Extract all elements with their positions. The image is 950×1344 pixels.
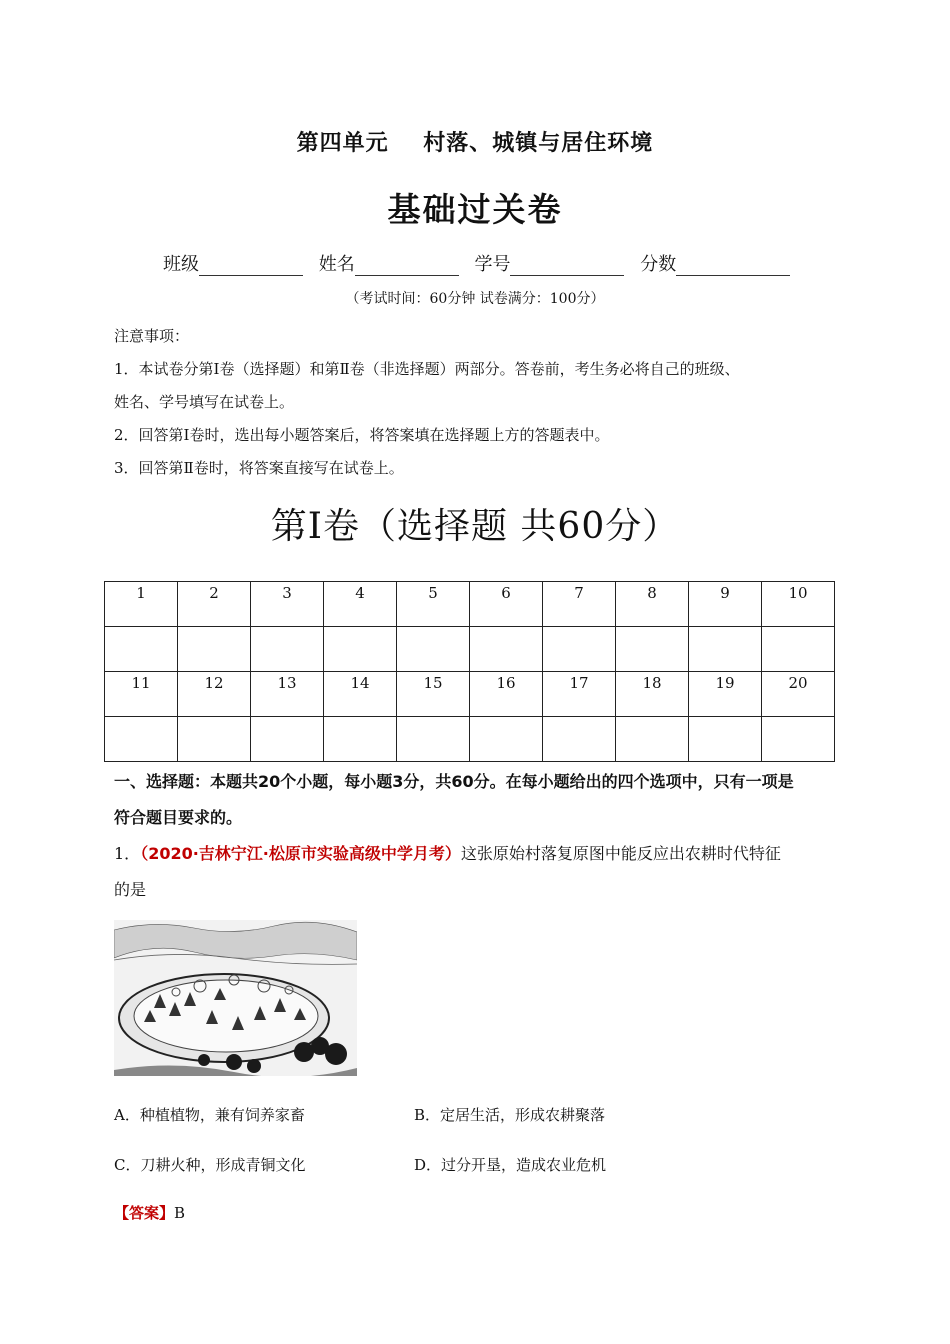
question-number: 11 xyxy=(105,672,178,717)
question-source: （2020·吉林宁江·松原市实验高级中学月考） xyxy=(140,844,461,863)
id-label: 学号 xyxy=(474,254,511,275)
student-id-field[interactable] xyxy=(510,257,624,276)
answer-cell[interactable] xyxy=(470,627,543,672)
question-number: 20 xyxy=(762,672,835,717)
answer-cell[interactable] xyxy=(397,627,470,672)
answer-cell[interactable] xyxy=(470,717,543,762)
class-label: 班级 xyxy=(163,254,199,275)
answer-cell[interactable] xyxy=(324,717,397,762)
volume-title: 第Ⅰ卷（选择题 共60分） xyxy=(270,506,680,547)
question-number: 7 xyxy=(543,582,616,627)
question-number: 1． xyxy=(114,844,141,863)
answer-value: B xyxy=(174,1204,186,1222)
name-field[interactable] xyxy=(355,257,459,276)
answer-cell[interactable] xyxy=(616,627,689,672)
question-number: 17 xyxy=(543,672,616,717)
section-heading xyxy=(114,764,844,836)
option-c[interactable]: C．刀耕火种，形成青铜文化 xyxy=(114,1156,306,1174)
answer-cell[interactable] xyxy=(251,717,324,762)
question-number: 14 xyxy=(324,672,397,717)
question-number: 16 xyxy=(470,672,543,717)
answer-cell[interactable] xyxy=(105,627,178,672)
notes-section xyxy=(114,320,834,485)
question-number: 15 xyxy=(397,672,470,717)
option-d[interactable]: D．过分开垦，造成农业危机 xyxy=(414,1156,607,1174)
answer-table xyxy=(104,581,835,762)
score-label: 分数 xyxy=(640,254,677,275)
notes-item-1: 1．本试卷分第Ⅰ卷（选择题）和第Ⅱ卷（非选择题）两部分。答卷前，考生务必将自己的班级、 xyxy=(114,360,740,378)
answer-cell[interactable] xyxy=(762,717,835,762)
answer-line xyxy=(114,1202,185,1223)
notes-item-2: 2．回答第Ⅰ卷时，选出每小题答案后，将答案填在选择题上方的答题表中。 xyxy=(114,426,610,444)
notes-item-3: 3．回答第Ⅱ卷时，将答案直接写在试卷上。 xyxy=(114,459,404,477)
answer-cell[interactable] xyxy=(397,717,470,762)
question-number: 12 xyxy=(178,672,251,717)
option-a[interactable]: A．种植植物，兼有饲养家畜 xyxy=(114,1106,305,1124)
answer-cell[interactable] xyxy=(105,717,178,762)
question-number: 10 xyxy=(762,582,835,627)
question-number: 3 xyxy=(251,582,324,627)
answer-cell[interactable] xyxy=(251,627,324,672)
option-b[interactable]: B．定居生活，形成农耕聚落 xyxy=(414,1106,606,1124)
question-1 xyxy=(114,836,844,908)
answer-table-blank-row xyxy=(105,717,835,762)
answer-cell[interactable] xyxy=(178,627,251,672)
answer-tag: 【答案】 xyxy=(114,1204,175,1222)
answer-cell[interactable] xyxy=(178,717,251,762)
question-number: 2 xyxy=(178,582,251,627)
answer-cell[interactable] xyxy=(689,627,762,672)
answer-cell[interactable] xyxy=(616,717,689,762)
student-info-line xyxy=(163,250,800,276)
question-number: 8 xyxy=(616,582,689,627)
question-stem: 这张原始村落复原图中能反应出农耕时代特征 xyxy=(460,844,781,863)
score-field[interactable] xyxy=(676,257,790,276)
question-number: 19 xyxy=(689,672,762,717)
question-number: 6 xyxy=(470,582,543,627)
question-number: 13 xyxy=(251,672,324,717)
answer-table-header-row xyxy=(105,672,835,717)
class-field[interactable] xyxy=(199,257,303,276)
name-label: 姓名 xyxy=(318,254,355,275)
section-heading-line: 符合题目要求的。 xyxy=(114,808,243,827)
section-heading-line: 一、选择题：本题共20个小题，每小题3分，共60分。在每小题给出的四个选项中，只有一项是 xyxy=(114,772,794,791)
notes-item-1-cont: 姓名、学号填写在试卷上。 xyxy=(114,393,295,411)
page-title: 基础过关卷 xyxy=(387,190,563,229)
answer-table-blank-row xyxy=(105,627,835,672)
answer-cell[interactable] xyxy=(762,627,835,672)
answer-cell[interactable] xyxy=(689,717,762,762)
question-stem-cont: 的是 xyxy=(114,880,147,899)
question-number: 5 xyxy=(397,582,470,627)
answer-cell[interactable] xyxy=(324,627,397,672)
unit-title: 第四单元 村落、城镇与居住环境 xyxy=(296,131,654,156)
question-number: 4 xyxy=(324,582,397,627)
answer-cell[interactable] xyxy=(543,627,616,672)
answer-table-header-row xyxy=(105,582,835,627)
question-number: 1 xyxy=(105,582,178,627)
question-1-stem xyxy=(114,836,844,872)
question-number: 18 xyxy=(616,672,689,717)
notes-heading: 注意事项： xyxy=(114,327,190,345)
exam-time: （考试时间：60分钟 试卷满分：100分） xyxy=(345,291,605,307)
village-reconstruction-image xyxy=(114,920,357,1076)
answer-cell[interactable] xyxy=(543,717,616,762)
question-number: 9 xyxy=(689,582,762,627)
